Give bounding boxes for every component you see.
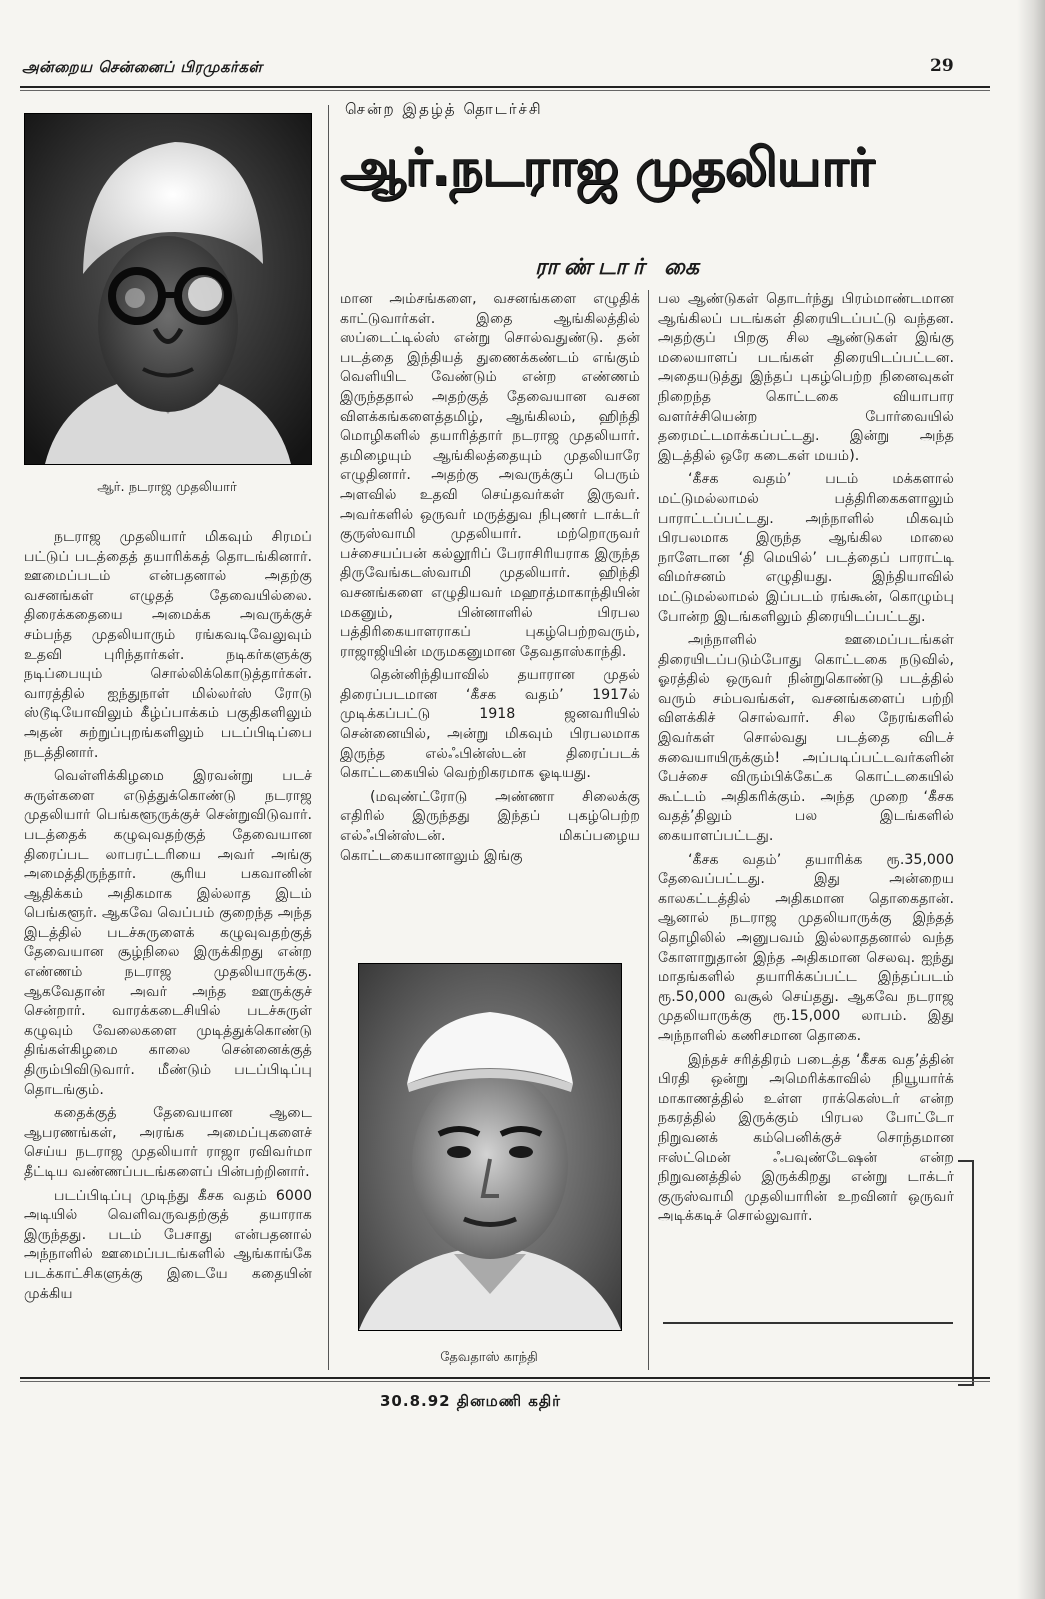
column-rule-left — [328, 105, 329, 1370]
header-rule — [20, 86, 990, 88]
column-3-paragraph: ‘கீசக வதம்’ படம் மக்களால் மட்டுமல்லாமல் பத்திரிகைகளாலும் பாராட்டப்பட்டது. அந்நாளில் மிகவும் பிரபலமாக இருந்த ஆங்கில மாலை நாளேடான ‘தி மெயில்’ படத்தைப் பாராட்டி விமர்சனம் எழுதியது. இந்தியாவில் மட்டுமல்லாமல் இப்படம் ரங்கூன், கொழும்பு போன்ற இடங்களிலும் திரையிடப்பட்டது. — [658, 471, 954, 625]
portrait-elder-turban-illustration — [25, 114, 311, 464]
column-2-paragraph: மான அம்சங்களை, வசனங்களை எழுதிக் காட்டுவார்கள். இதை ஆங்கிலத்தில் ஸப்டைட்டில்ஸ் என்று சொல்வதுண்டு. தன் படத்தை இந்தியத் துணைக்கண்டம் எங்கும் வெளியிட வேண்டும் என்ற எண்ணம் இருந்ததால் அதற்குத் தேவையான வசன விளக்கங்களைத்தமிழ், ஆங்கிலம், ஹிந்தி மொழிகளில் தயாரித்தார் நடராஜ முதலியார். தமிழையும் ஆங்கிலத்தையும் முதலியாரே எழுதினார். அதற்கு அவருக்குப் பெரும் அளவில் உதவி செய்தவர்கள் இருவர். அவர்களில் ஒருவர் மருத்துவ நிபுணர் டாக்டர் குருஸ்வாமி முதலியார். மற்றொருவர் பச்சையப்பன் கல்லூரிப் பேராசிரியராக இருந்த திருவேங்கடஸ்வாமி முதலியார். ஹிந்தி வசனங்களை எழுதியவர் மஹாத்மாகாந்தியின் மகனும், பின்னாளில் பிரபல பத்திரிகையாளராகப் புகழ்பெற்றவரும், ராஜாஜியின் மருமகனுமான தேவதாஸ்காந்தி. — [340, 291, 640, 660]
column-rule-right — [648, 290, 649, 1370]
hand-drawn-bracket-mark — [958, 1160, 974, 1386]
page-edge-shadow — [1017, 0, 1045, 1599]
hand-drawn-underline-mark — [663, 1322, 953, 1324]
portrait-caption-top: ஆர். நடராஜ முதலியார் — [97, 480, 237, 495]
portrait-man-cap-illustration — [359, 964, 621, 1330]
header-rule-thin — [20, 90, 990, 91]
column-3-paragraph: ‘கீசக வதம்’ தயாரிக்க ரூ.35,000 தேவைப்பட்டது. இது அன்றைய காலகட்டத்தில் அதிகமான தொகைதான். ஆனால் நடராஜ முதலியாருக்கு இந்தத் தொழிலில் அனுபவம் இல்லாததனால் வந்த கோளாறுதான் இந்த அதிகமான செலவு. ஐந்து மாதங்களில் தயாரிக்கப்பட்ட இந்தப்படம் ரூ.50,000 வசூல் செய்தது. ஆகவே நடராஜ முதலியாருக்கு ரூ.15,000 லாபம். இது அந்நாளில் கணிசமான தொகை. — [658, 851, 954, 1044]
column-2-paragraph: தென்னிந்தியாவில் தயாரான முதல் திரைப்படமான ‘கீசக வதம்’ 1917ல் முடிக்கப்பட்டு 1918 ஜனவரியில் சென்னையில், அன்று மிகவும் பிரபலமாக இருந்த எல்ஃபின்ஸ்டன் திரைப்படக் கொட்டகையில் வெற்றிகரமாக ஓடியது. — [340, 667, 640, 782]
column-2 — [340, 290, 640, 950]
footer-rule-thin — [20, 1381, 990, 1382]
article-title: ஆர்.நடராஜ முதலியார் — [340, 138, 874, 198]
column-2-paragraph: (மவுண்ட்ரோடு அண்ணா சிலைக்கு எதிரில் இருந்தது இந்தப் புகழ்பெற்ற எல்ஃபின்ஸ்டன். மிகப்பழைய கொட்டகையானாலும் இங்கு — [340, 788, 640, 864]
column-3-paragraph: அந்நாளில் ஊமைப்படங்கள் திரையிடப்படும்போது கொட்டகை நடுவில், ஓரத்தில் ஒருவர் நின்றுகொண்டு படத்தில் வரும் சம்பவங்கள், வசனங்களைப் பற்றி விளக்கிச் சொல்வார். சில நேரங்களில் இவர்கள் சொல்வது படத்தை விடச் சுவையாயிருக்கும்! அப்படிப்பட்டவர்களின் பேச்சை விரும்பிக்கேட்க கொட்டகையில் கூட்டம் அதிகரிக்கும். அந்த முறை ‘கீசக வதத்’திலும் பல இடங்களில் கையாளப்பட்டது. — [658, 632, 954, 845]
column-3 — [658, 290, 954, 1370]
column-1-paragraph: நடராஜ முதலியார் மிகவும் சிரமப் பட்டுப் படத்தைத் தயாரிக்கத் தொடங்கினார். ஊமைப்படம் என்பதனால் அதற்கு வசனங்கள் எழுதத் தேவையில்லை. திரைக்கதையை அமைக்க அவருக்குச் சம்பந்த முதலியாரும் ரங்கவடிவேலுவும் உதவி புரிந்தார்கள். நடிகர்களுக்கு நடிப்பையும் சொல்லிக்கொடுத்தார்கள். வாரத்தில் ஐந்துநாள் மில்லர்ஸ் ரோடு ஸ்டூடியோவிலும் கீழ்ப்பாக்கம் பகுதிகளிலும் அதன் சுற்றுப்புறங்களிலும் படப்பிடிப்பை நடத்தினார். — [24, 529, 312, 761]
footer-rule — [20, 1377, 990, 1379]
portrait-photo-top — [24, 113, 312, 465]
column-1-paragraph: கதைக்குத் தேவையான ஆடை ஆபரணங்கள், அரங்க அமைப்புகளைச் செய்ய நடராஜ முதலியார் ராஜா ரவிவர்மா தீட்டிய வண்ணப்படங்களைப் பின்பற்றினார். — [24, 1105, 312, 1180]
column-1 — [24, 528, 312, 1370]
column-1-paragraph: வெள்ளிக்கிழமை இரவன்று படச் சுருள்களை எடுத்துக்கொண்டு நடராஜ முதலியார் பெங்களூருக்குச் சென்றுவிடுவார். படத்தைக் கழுவுவதற்குத் தேவையான திரைப்பட லாபரட்டரியை அவர் அங்கு அமைத்திருந்தார். சூரிய பகவானின் ஆதிக்கம் அதிகமாக இல்லாத இடம் பெங்களூர். ஆகவே வெப்பம் குறைந்த அந்த இடத்தில் படச்சுருளைக் கழுவுவதற்குத் தேவையான சூழ்நிலை இருக்கிறது என்ற எண்ணம் நடராஜ முதலியாருக்கு. ஆகவேதான் அவர் அந்த ஊருக்குச் சென்றார். வாரக்கடைசியில் படச்சுருள் கழுவும் வேலைகளை முடித்துக்கொண்டு திங்கள்கிழமை காலை சென்னைக்குத் திரும்பிவிடுவார். மீண்டும் படப்பிடிப்பு தொடங்கும். — [24, 768, 312, 1098]
column-3-paragraph: இந்தச் சரித்திரம் படைத்த ‘கீசக வத’த்தின் பிரதி ஒன்று அமெரிக்காவில் நியூயார்க் மாகாணத்தில் உள்ள ராக்கெஸ்டர் என்ற நகரத்தில் இருக்கும் பிரபல போட்டோ நிறுவனக் கம்பெனிக்குச் சொந்தமான ஈஸ்ட்மென் ஃபவுண்டேஷன் என்ற நிறுவனத்தில் இருக்கிறது என்று டாக்டர் குருஸ்வாமி முதலியாரின் உறவினர் ஒருவர் அடிக்கடிச் சொல்லுவார். — [658, 1051, 954, 1225]
column-1-paragraph: படப்பிடிப்பு முடிந்து கீசக வதம் 6000 அடியில் வெளிவருவதற்குத் தயாராக இருந்தது. படம் பேசாது என்பதனால் அந்நாளில் ஊமைப்படங்களில் ஆங்காங்கே படக்காட்சிகளுக்கு இடையே கதையின் முக்கிய — [24, 1187, 312, 1302]
kicker-continuation: சென்ற இதழ்த் தொடர்ச்சி — [345, 100, 543, 118]
footer-issue-date: 30.8.92 தினமணி கதிர் — [380, 1392, 561, 1410]
column-3-paragraph: பல ஆண்டுகள் தொடர்ந்து பிரம்மாண்டமான ஆங்கிலப் படங்கள் திரையிடப்பட்டு வந்தன. அதற்குப் பிறகு சில ஆண்டுகள் இங்கு மலையாளப் படங்கள் திரையிடப்பட்டன. அதையடுத்து இந்தப் புகழ்பெற்ற நினைவுகள் நிறைந்த கொட்டகை வியாபார வளர்ச்சியென்ற போர்வையில் தரைமட்டமாக்கப்பட்டது. இன்று அந்த இடத்தில் ஒரே கடைகள் மயம்). — [658, 291, 954, 464]
portrait-photo-bottom — [358, 963, 622, 1331]
portrait-caption-bottom: தேவதாஸ் காந்தி — [440, 1350, 538, 1365]
page-number: 29 — [930, 56, 954, 76]
byline: ராண்டார் கை — [535, 255, 705, 280]
running-title: அன்றைய சென்னைப் பிரமுகர்கள் — [22, 58, 263, 76]
